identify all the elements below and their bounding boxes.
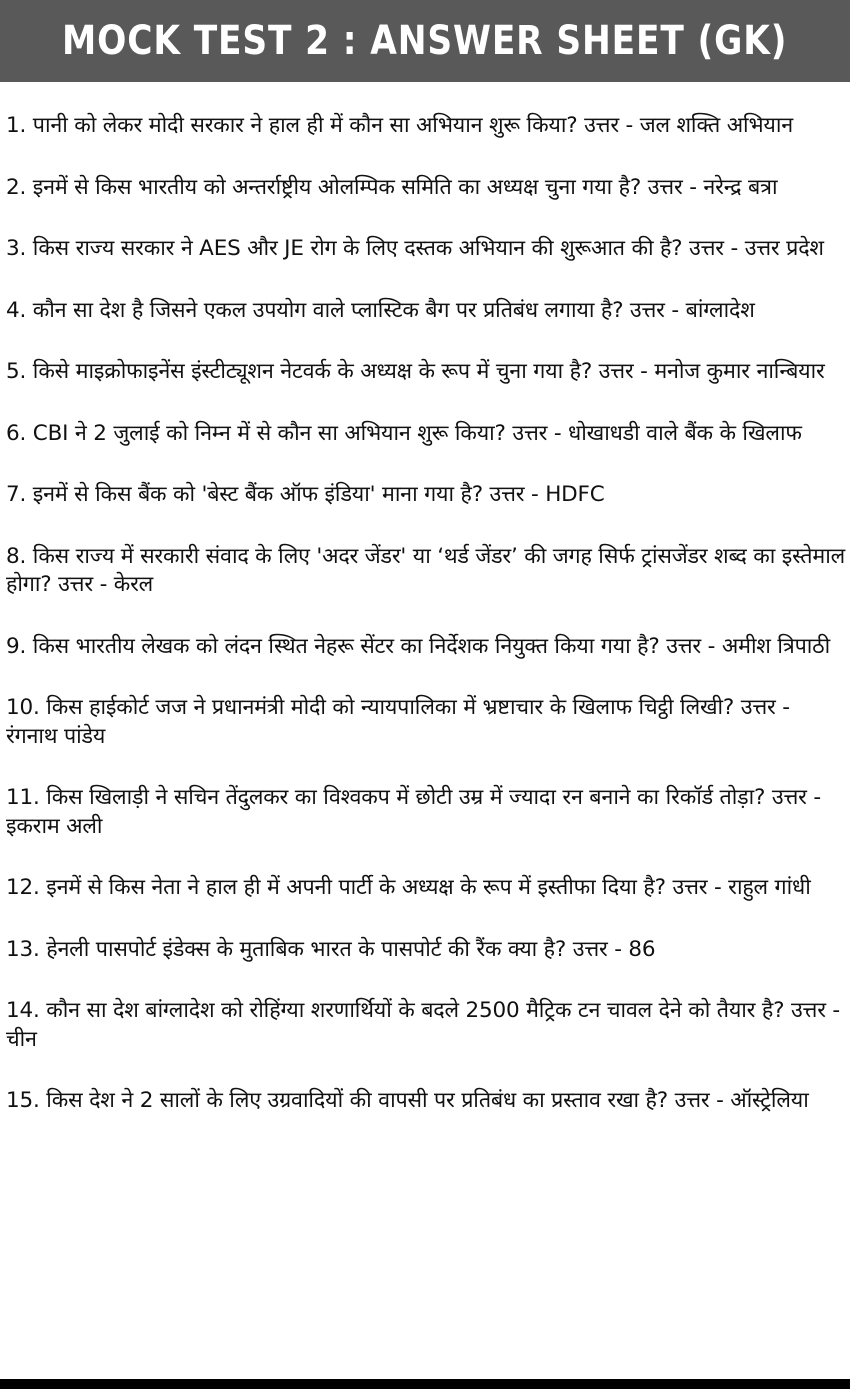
question-number: 8. [6,543,27,569]
qa-item [6,874,846,903]
question-number: 15. [6,1088,40,1113]
question-number: 3. [6,236,27,261]
question-text: इनमें से किस बैंक को 'बेस्ट बैंक ऑफ इंडिया' माना गया है? उत्तर - HDFC [32,482,605,507]
question-text: किस भारतीय लेखक को लंदन स्थित नेहरू सेंटर का निर्देशक नियुक्त किया गया है? उत्तर - अमीश त्रिपाठी [32,633,831,659]
qa-item [6,936,846,965]
qa-item [6,694,846,751]
question-number: 6. [6,420,27,446]
bottom-border [0,1379,850,1389]
question-text: हेनली पासपोर्ट इंडेक्स के मुताबिक भारत के पासपोर्ट की रैंक क्या है? उत्तर - 86 [46,936,656,962]
question-number: 5. [6,359,27,384]
question-number: 12. [6,875,40,900]
question-text: पानी को लेकर मोदी सरकार ने हाल ही में कौन सा अभियान शुरू किया? उत्तर - जल शक्ति अभियान [32,113,793,138]
qa-item [6,1087,846,1116]
qa-item [6,633,846,662]
question-text: इनमें से किस भारतीय को अन्तर्राष्ट्रीय ओलम्पिक समिति का अध्यक्ष चुना गया है? उत्तर - नरेन्द्र बत्रा [32,174,778,200]
question-number: 2. [6,174,27,200]
question-answer-list [6,112,846,1149]
question-number: 13. [6,936,40,962]
qa-item [6,543,846,600]
qa-item [6,358,846,387]
qa-item [6,112,846,141]
question-text: किस खिलाड़ी ने सचिन तेंदुलकर का विश्वकप में छोटी उम्र में ज्यादा रन बनाने का रिकॉर्ड तोड़ा? उत्तर - इकराम अली [6,785,821,839]
question-text: कौन सा देश है जिसने एकल उपयोग वाले प्लास्टिक बैग पर प्रतिबंध लगाया है? उत्तर - बांग्लादेश [32,297,755,323]
qa-item [6,997,846,1054]
page-title: MOCK TEST 2 : ANSWER SHEET (GK) [62,18,788,64]
question-text: किसे माइक्रोफाइनेंस इंस्टीट्यूशन नेटवर्क के अध्यक्ष के रूप में चुना गया है? उत्तर - मनोज कुमार नान्बियार [32,359,825,384]
qa-item [6,235,846,264]
question-number: 14. [6,998,40,1023]
question-text: किस देश ने 2 सालों के लिए उग्रवादियों की वापसी पर प्रतिबंध का प्रस्ताव रखा है? उत्तर - ऑस्ट्रेलिया [46,1088,809,1113]
question-number: 9. [6,633,27,659]
question-text: कौन सा देश बांग्लादेश को रोहिंग्या शरणार्थियों के बदले 2500 मैट्रिक टन चावल देने को तैयार है? उत्तर - चीन [6,998,840,1052]
qa-item [6,297,846,326]
question-text: किस राज्य में सरकारी संवाद के लिए 'अदर जेंडर' या ‘थर्ड जेंडर’ की जगह सिर्फ ट्रांसजेंडर शब्द का इस्तेमाल होगा? उत्तर - केरल [6,543,845,597]
question-text: CBI ने 2 जुलाई को निम्न में से कौन सा अभियान शुरू किया? उत्तर - धोखाधडी वाले बैंक के खिलाफ [32,420,802,446]
question-number: 1. [6,113,27,138]
question-number: 10. [6,695,40,720]
qa-item [6,784,846,841]
qa-item [6,481,846,510]
question-number: 11. [6,785,40,810]
question-number: 7. [6,482,27,507]
question-text: किस राज्य सरकार ने AES और JE रोग के लिए दस्तक अभियान की शुरूआत की है? उत्तर - उत्तर प्रदेश [32,236,824,261]
qa-item [6,420,846,449]
question-number: 4. [6,297,27,323]
question-text: किस हाईकोर्ट जज ने प्रधानमंत्री मोदी को न्यायपालिका में भ्रष्टाचार के खिलाफ चिट्ठी लिखी? उत्तर - रंगनाथ पांडेय [6,695,790,749]
header-banner [0,0,850,82]
qa-item [6,174,846,203]
question-text: इनमें से किस नेता ने हाल ही में अपनी पार्टी के अध्यक्ष के रूप में इस्तीफा दिया है? उत्तर - राहुल गांधी [46,875,811,900]
